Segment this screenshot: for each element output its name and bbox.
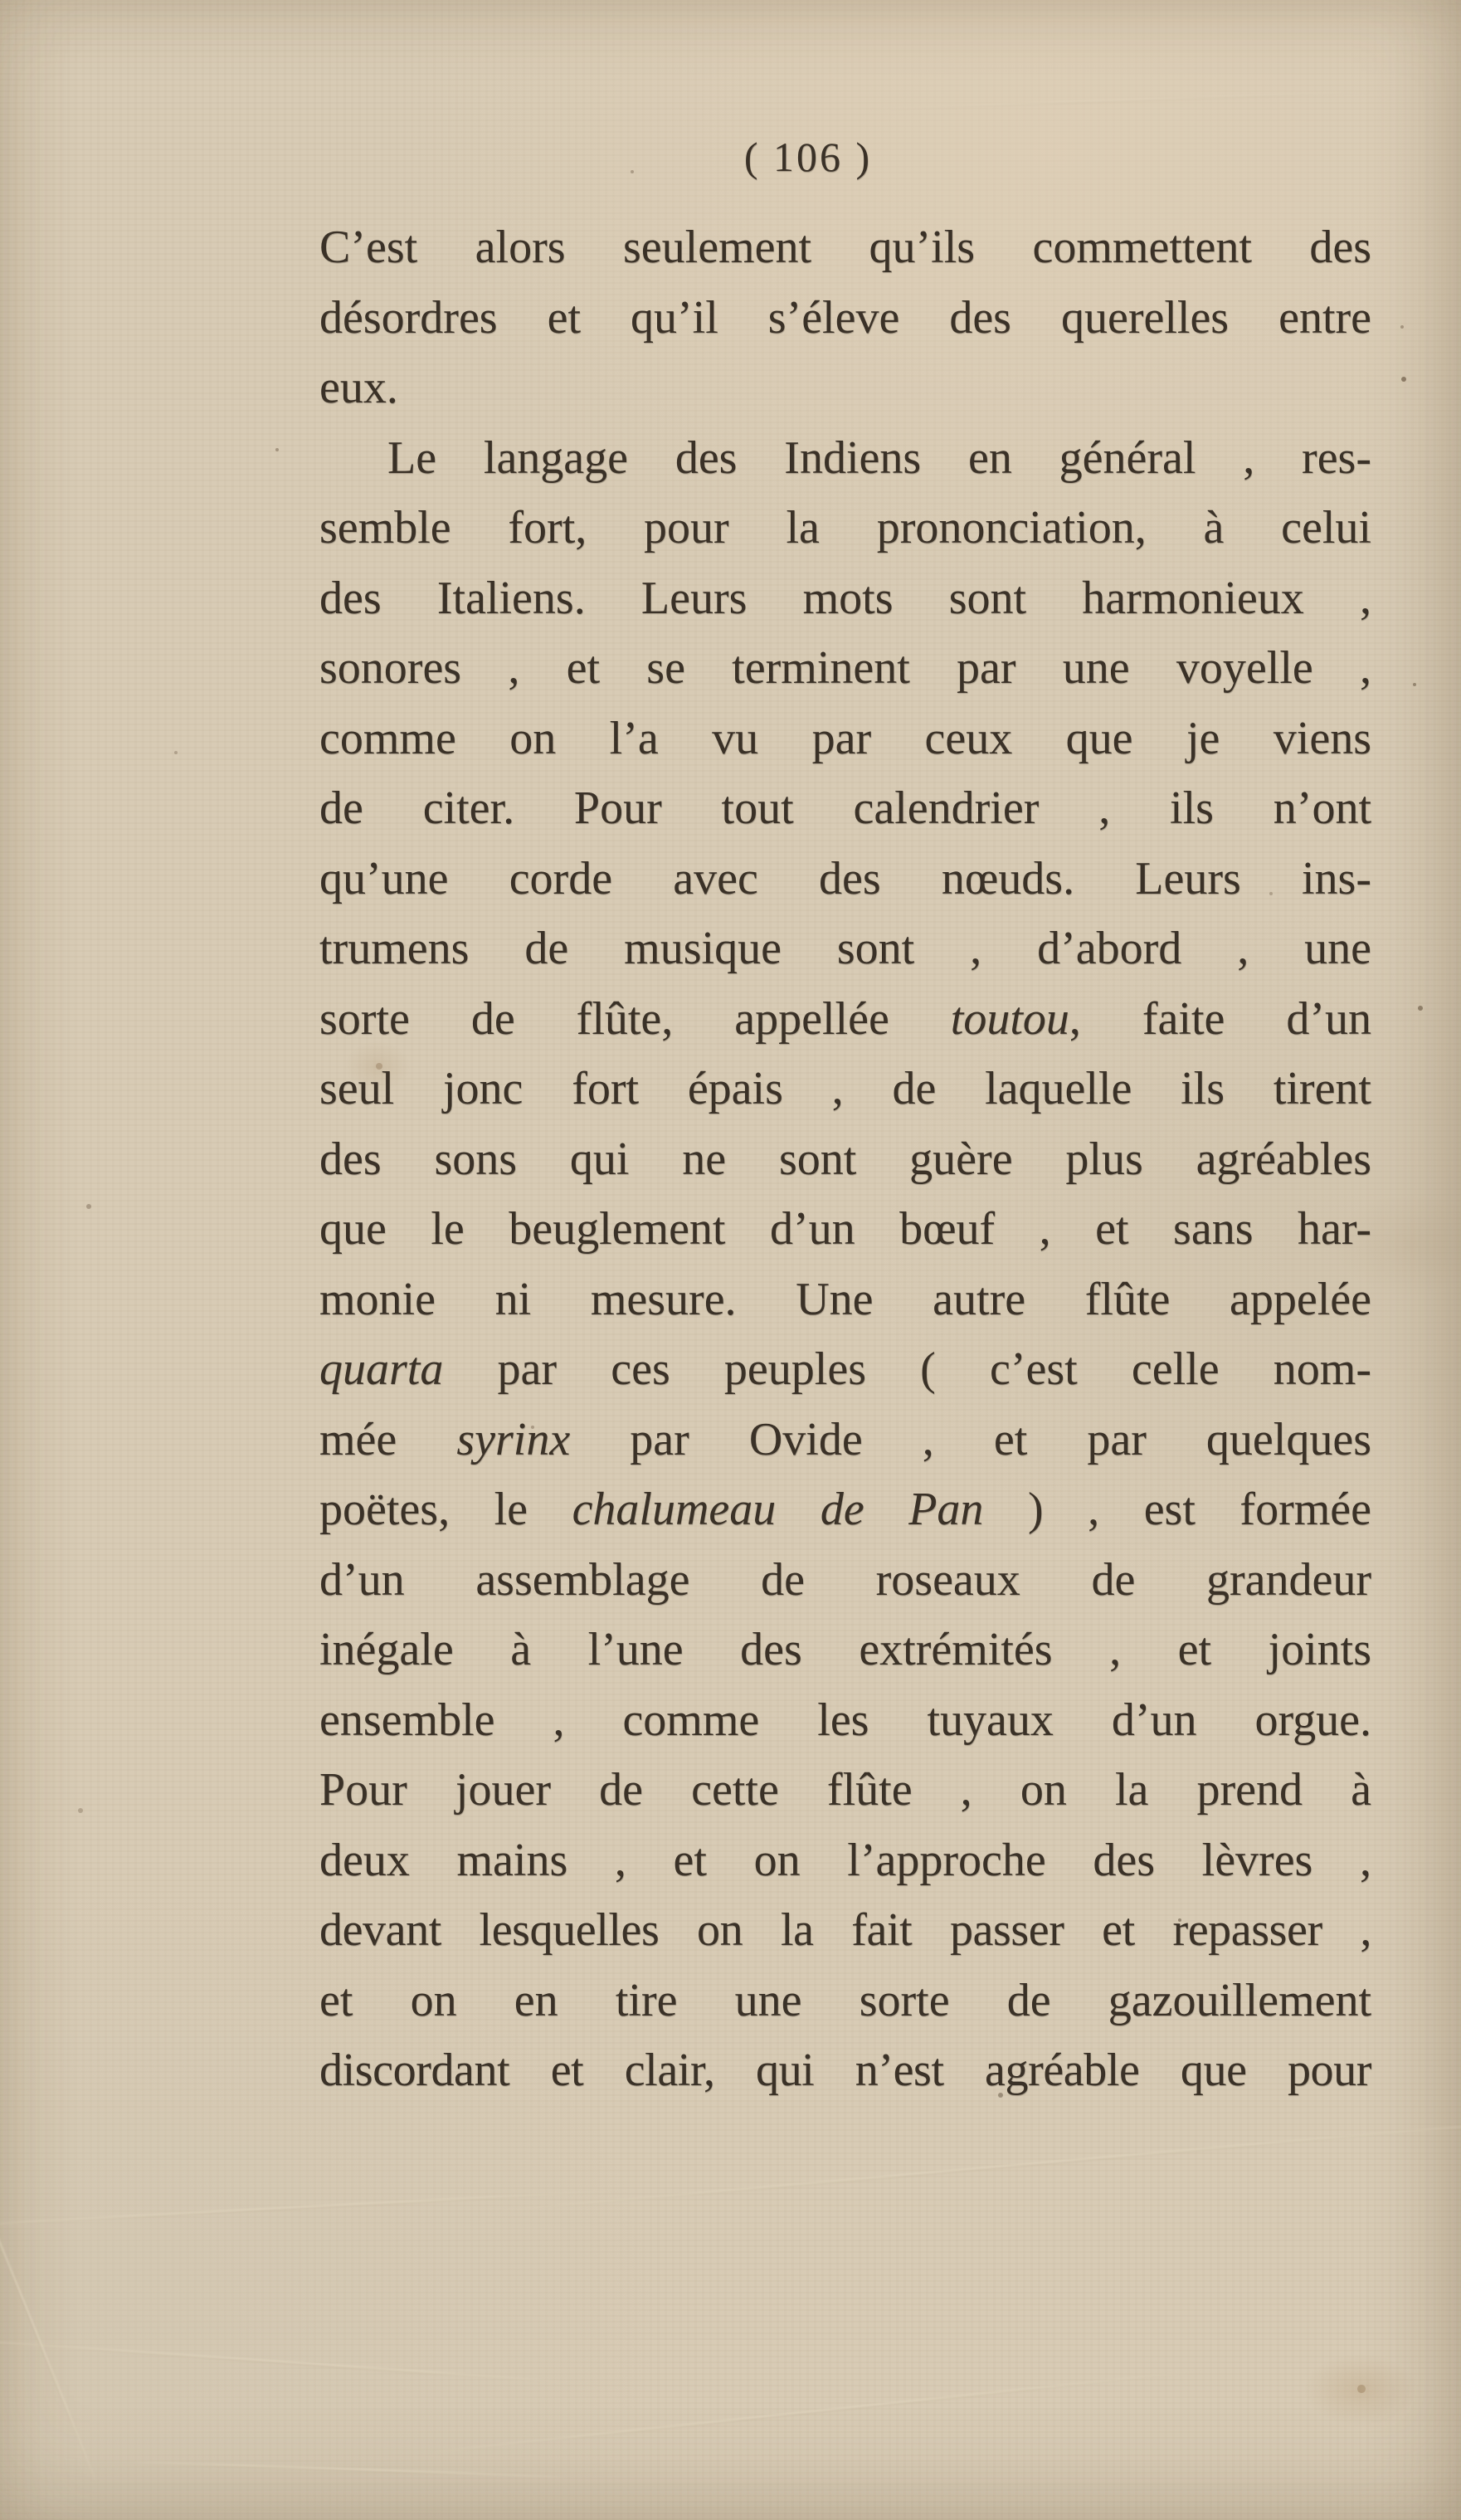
text-line: Le langage des Indiens en général , res- bbox=[387, 431, 1371, 484]
text-line: seul jonc fort épais , de laquelle ils tirent bbox=[319, 1063, 1371, 1114]
text-line: sonores , et se terminent par une voyelle , bbox=[319, 642, 1371, 694]
paper-specks bbox=[0, 0, 3, 3]
paper-crease bbox=[499, 2122, 1461, 2212]
text-line: deux mains , et on l’approche des lèvres , bbox=[319, 1834, 1371, 1886]
text-line: que le beuglement d’un bœuf , et sans har- bbox=[319, 1203, 1371, 1255]
text-line: trumens de musique sont , d’abord , une bbox=[319, 923, 1371, 974]
text-line: comme on l’a vu par ceux que je viens bbox=[319, 712, 1371, 764]
paper-crease bbox=[0, 2340, 572, 2384]
text-line: et on en tire une sorte de gazouillement bbox=[319, 1974, 1371, 2026]
page-number: ( 106 ) bbox=[743, 134, 873, 180]
text-line: semble fort, pour la prononciation, à celui bbox=[319, 502, 1371, 553]
text-line: inégale à l’une des extrémités , et joints bbox=[319, 1624, 1371, 1675]
text-line: sorte de flûte, appellée toutou, faite d’un bbox=[319, 992, 1372, 1045]
paper-crease bbox=[871, 91, 1369, 111]
paper-crease bbox=[433, 2370, 1200, 2453]
text-line: mée syrinx par Ovide , et par quelques bbox=[319, 1413, 1371, 1465]
text-line: d’un assemblage de roseaux de grandeur bbox=[319, 1553, 1371, 1606]
text-line: des sons qui ne sont guère plus agréables bbox=[319, 1133, 1371, 1185]
text-line: Pour jouer de cette flûte , on la prend à bbox=[319, 1764, 1371, 1816]
text-line: qu’une corde avec des nœuds. Leurs ins- bbox=[319, 852, 1371, 904]
text-line: discordant et clair, qui n’est agréable que pour bbox=[319, 2045, 1371, 2096]
text-line: désordres et qu’il s’éleve des querelles entre bbox=[319, 291, 1371, 344]
text-line: ensemble , comme les tuyaux d’un orgue. bbox=[319, 1694, 1371, 1746]
text-line: devant lesquelles on la fait passer et repasser , bbox=[319, 1904, 1371, 1956]
text-block bbox=[319, 212, 1371, 2106]
text-line: poëtes, le chalumeau de Pan ) , est formée bbox=[319, 1484, 1371, 1535]
text-line: quarta par ces peuples ( c’est celle nom- bbox=[319, 1343, 1371, 1395]
text-line: C’est alors seulement qu’ils commettent des bbox=[319, 222, 1371, 273]
text-line: de citer. Pour tout calendrier , ils n’ont bbox=[319, 782, 1371, 834]
text-line: eux. bbox=[319, 362, 398, 413]
text-line: des Italiens. Leurs mots sont harmonieux , bbox=[319, 572, 1371, 624]
paper-crease bbox=[0, 2191, 614, 2227]
paper-crease bbox=[0, 2151, 97, 2483]
text-line: monie ni mesure. Une autre flûte appelée bbox=[319, 1273, 1371, 1325]
paper-crease bbox=[133, 2461, 564, 2479]
